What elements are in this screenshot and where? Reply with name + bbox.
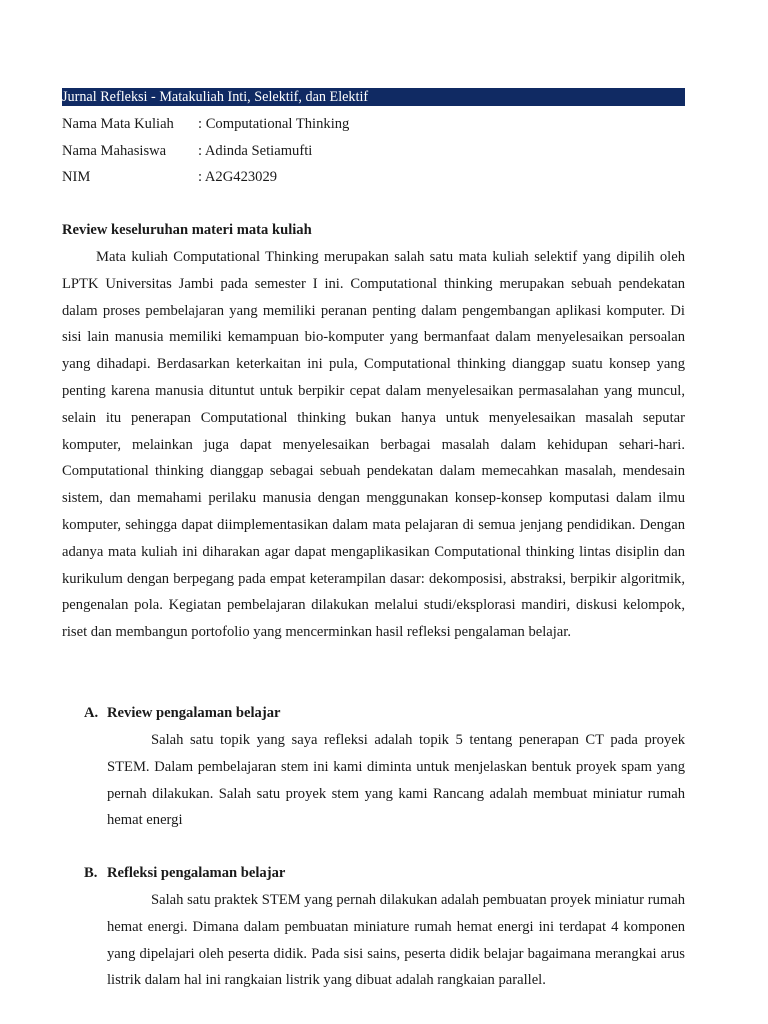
journal-title-bar [62,88,685,106]
info-value-student: : Adinda Setiamufti [198,143,313,159]
section-b-paragraph: Salah satu praktek STEM yang pernah dilakukan adalah pembuatan proyek miniatur rumah hemat energi. Dimana dalam pembuatan miniature rumah hemat energi ini terdapat 4 komponen yang dipelajari oleh peserta didik. Pada sisi sains, peserta didik belajar bagaimana merangkai arus listrik dalam hal ini rangkaian listrik yang dibuat adalah rangkaian parallel. [107,892,685,989]
info-label-nim: NIM [62,169,91,185]
info-value-nim: : A2G423029 [198,169,278,185]
review-paragraph: Mata kuliah Computational Thinking merupakan salah satu mata kuliah selektif yang dipilih oleh LPTK Universitas Jambi pada semester I ini. Computational thinking merupakan sebuah pendekatan dalam proses pembelajaran yang memiliki peranan penting dalam pengembangan aplikasi komputer. Di sisi lain manusia memiliki kemampuan bio-komputer yang bermanfaat dalam menyelesaikan persoalan yang dihadapi. Berdasarkan keterkaitan ini pula, Computational thinking dianggap suatu konsep yang penting karena manusia dituntut untuk berpikir cepat dalam menyelesaikan permasalahan yang muncul, selain itu penerapan Computational thinking bukan hanya untuk menyelesaikan masalah seputar komputer, melainkan juga dapat menyelesaikan berbagai masalah dalam kehidupan sehari-hari. Computational thinking dianggap sebagai sebuah pendekatan dalam memecahkan masalah, mendesain sistem, dan memahami perilaku manusia dengan menggunakan konsep-konsep komputasi dalam ilmu komputer, sehingga dapat diimplementasikan dalam mata pelajaran di semua jenjang pendidikan. Dengan adanya mata kuliah ini diharakan agar dapat mengaplikasikan Computational thinking lintas disiplin dan kurikulum dengan berpegang pada empat keterampilan dasar: dekomposisi, abstraksi, berpikir algoritmik, pengenalan pola. Kegiatan pembelajaran dilakukan melalui studi/eksplorasi mandiri, diskusi kelompok, riset dan membangun portofolio yang mencerminkan hasil refleksi pengalaman belajar. [62,249,685,641]
section-b-letter: B. [84,865,98,881]
info-value-course: : Computational Thinking [198,116,350,132]
journal-title: Jurnal Refleksi - Matakuliah Inti, Selektif, dan Elektif [62,89,369,105]
section-a-title [84,703,281,723]
section-b-heading: Refleksi pengalaman belajar [107,865,286,881]
section-b-title [84,863,285,883]
review-heading: Review keseluruhan materi mata kuliah [62,222,312,238]
info-label-student: Nama Mahasiswa [62,143,167,159]
info-label-course: Nama Mata Kuliah [62,116,174,132]
section-a-heading: Review pengalaman belajar [107,705,281,721]
section-a-paragraph: Salah satu topik yang saya refleksi adalah topik 5 tentang penerapan CT pada proyek STEM. Dalam pembelajaran stem ini kami diminta untuk menjelaskan bentuk proyek spam yang pernah dilakukan. Salah satu proyek stem yang kami Rancang adalah membuat miniatur rumah hemat energi [107,732,685,829]
section-a-letter: A. [84,705,99,721]
